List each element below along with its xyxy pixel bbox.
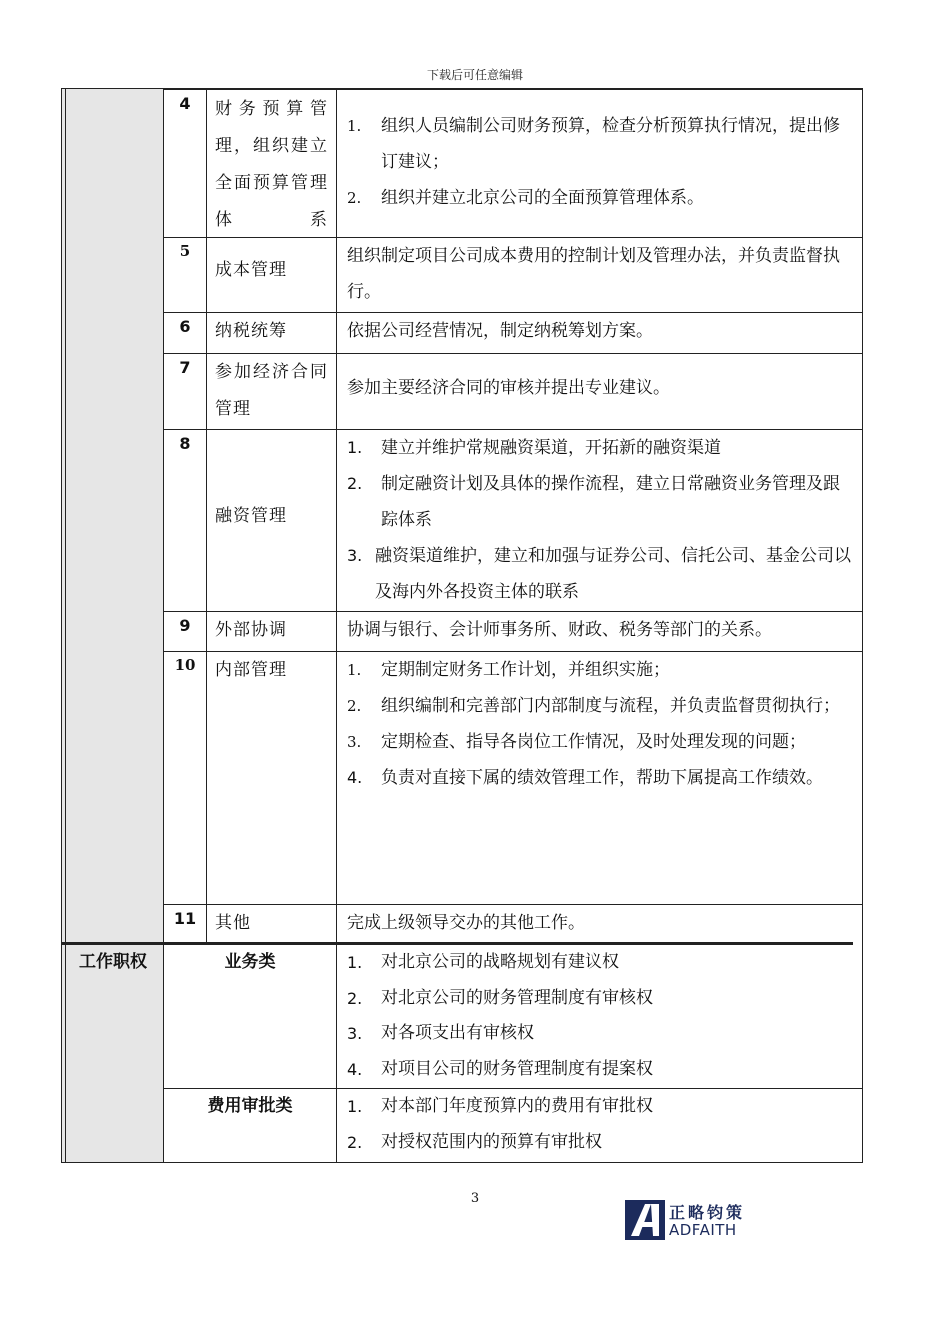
list-item: 1. 定期制定财务工作计划，并组织实施； bbox=[347, 660, 670, 680]
list-item: 4. 对项目公司的财务管理制度有提案权 bbox=[347, 1058, 653, 1079]
duty-row-8 bbox=[164, 429, 862, 611]
duty-name: 外部协调 bbox=[207, 612, 337, 651]
logo-english-name: ADFAITH bbox=[669, 1221, 737, 1239]
page-number: 3 bbox=[470, 1191, 480, 1206]
duty-number: 8 bbox=[164, 430, 207, 611]
section-label-column bbox=[62, 89, 164, 1162]
header-note: 下载后可任意编辑 bbox=[426, 68, 523, 82]
duty-description bbox=[337, 652, 862, 904]
rights-section-label: 工作职权 bbox=[79, 952, 147, 972]
duty-number: 6 bbox=[164, 313, 207, 353]
logo-chinese-name: 正略钧策 bbox=[669, 1203, 746, 1222]
duty-row-10 bbox=[164, 651, 862, 904]
list-item: 3. 对各项支出有审核权 bbox=[347, 1023, 534, 1043]
duty-row-9 bbox=[164, 611, 862, 651]
duty-name: 成本管理 bbox=[207, 238, 337, 312]
list-item: 1. 对本部门年度预算内的费用有审批权 bbox=[347, 1096, 653, 1116]
duty-number: 9 bbox=[164, 612, 207, 651]
rights-row-business bbox=[164, 945, 862, 1088]
duty-number: 7 bbox=[164, 354, 207, 429]
duty-name: 融资管理 bbox=[207, 430, 337, 611]
duty-name: 参加经济合同管理 bbox=[207, 354, 337, 429]
rights-description bbox=[337, 945, 862, 1088]
duty-name: 其他 bbox=[207, 905, 337, 942]
duty-number: 5 bbox=[164, 238, 207, 312]
rights-description bbox=[337, 1089, 862, 1162]
adfaith-logo-mark-icon bbox=[625, 1200, 665, 1240]
duty-description: 协调与银行、会计师事务所、财政、税务等部门的关系。 bbox=[347, 620, 772, 640]
duty-number: 4 bbox=[164, 90, 207, 237]
duty-description: 组织制定项目公司成本费用的控制计划及管理办法，并负责监督执行。 bbox=[347, 246, 840, 302]
list-item: 1. 建立并维护常规融资渠道，开拓新的融资渠道 bbox=[347, 438, 721, 458]
duty-row-7 bbox=[164, 353, 862, 429]
duty-row-5 bbox=[164, 237, 862, 312]
adfaith-logo bbox=[625, 1200, 755, 1245]
list-item: 1. 对北京公司的战略规划有建议权 bbox=[347, 952, 619, 972]
duty-name: 内部管理 bbox=[207, 652, 337, 904]
duty-description: 参加主要经济合同的审核并提出专业建议。 bbox=[347, 378, 670, 398]
rights-row-expense bbox=[164, 1088, 862, 1162]
duty-number: 10 bbox=[164, 652, 207, 904]
duty-description: 完成上级领导交办的其他工作。 bbox=[347, 913, 585, 933]
rights-category: 费用审批类 bbox=[164, 1089, 337, 1162]
duty-name: 纳税统筹 bbox=[207, 313, 337, 353]
list-item: 2. 组织编制和完善部门内部制度与流程，并负责监督贯彻执行； bbox=[347, 696, 840, 716]
duty-number: 11 bbox=[164, 905, 207, 942]
rights-category: 业务类 bbox=[164, 945, 337, 1088]
duty-name: 财务预算管理，组织建立全面预算管理体系 bbox=[207, 90, 337, 237]
list-item: 3. 定期检查、指导各岗位工作情况，及时处理发现的问题； bbox=[347, 732, 806, 752]
job-description-table bbox=[61, 88, 863, 1163]
list-item: 2. 对北京公司的财务管理制度有审核权 bbox=[347, 987, 653, 1008]
duty-description bbox=[337, 430, 862, 611]
list-item: 2. 制定融资计划及具体的操作流程，建立日常融资业务管理及跟踪体系 bbox=[347, 474, 840, 530]
list-item: 2. 组织并建立北京公司的全面预算管理体系。 bbox=[347, 188, 704, 208]
duty-row-4 bbox=[164, 89, 862, 237]
duty-description: 依据公司经营情况，制定纳税筹划方案。 bbox=[347, 321, 653, 341]
duty-row-11 bbox=[164, 904, 862, 942]
duty-description bbox=[337, 90, 862, 237]
list-item: 4. 负责对直接下属的绩效管理工作，帮助下属提高工作绩效。 bbox=[347, 768, 823, 788]
duty-row-6 bbox=[164, 312, 862, 353]
list-item: 2. 对授权范围内的预算有审批权 bbox=[347, 1131, 602, 1152]
list-item: 1. 组织人员编制公司财务预算，检查分析预算执行情况，提出修订建议； bbox=[347, 116, 840, 172]
list-item: 3. 融资渠道维护，建立和加强与证券公司、信托公司、基金公司以及海内外各投资主体的联系 bbox=[347, 546, 851, 602]
